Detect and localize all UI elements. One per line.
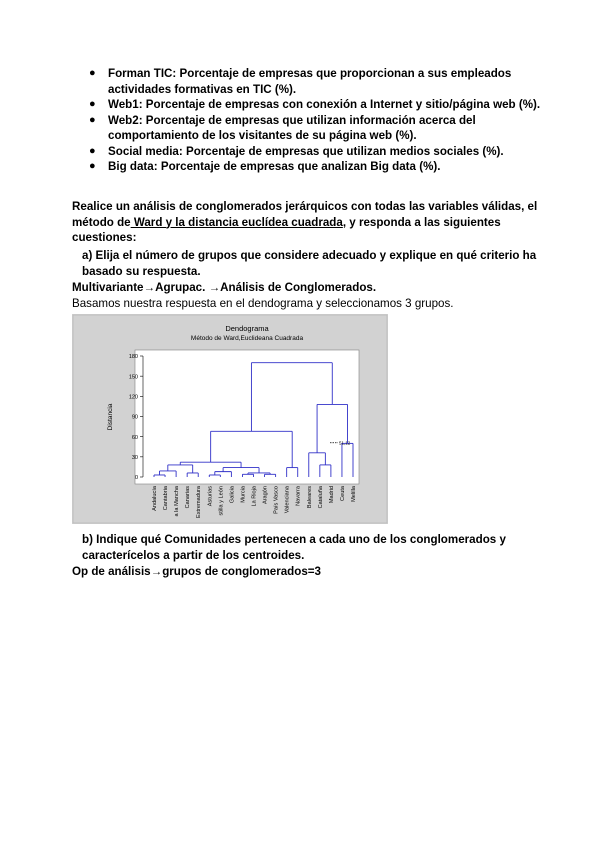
y-tick-label: 0 — [134, 475, 138, 482]
variable-description: Porcentaje de empresas que utilizan información acerca del comportamiento de los visitantes de su página web (%). — [108, 113, 476, 142]
leaf-label: La Rioja — [251, 486, 258, 507]
leaf-label: stilla y León — [218, 486, 225, 516]
method-underlined: Ward y la distancia euclídea cuadrada — [130, 215, 343, 229]
question-a: a) Elija el número de grupos que considere adecuado y explique en qué criterio ha basado su respuesta. — [82, 249, 537, 278]
variable-description: Porcentaje de empresas que utilizan medios sociales (%). — [182, 144, 504, 158]
instructions-text-2: , y responda a las siguientes cuestiones: — [72, 215, 501, 244]
variable-description: Porcentaje de empresas que proporcionan a sus empleados actividades formativas en TIC (%). — [108, 67, 512, 96]
variable-label: Social media: — [108, 144, 183, 158]
y-tick-label: 180 — [128, 354, 138, 361]
y-tick-label: 60 — [131, 434, 138, 441]
leaf-label: Asturias — [207, 486, 214, 507]
chart-title: Dendograma — [225, 324, 269, 333]
variable-description: Porcentaje de empresas con conexión a Internet y sitio/página web (%). — [142, 98, 541, 111]
variable-label: Big data: — [108, 160, 158, 173]
chart-subtitle: Método de Ward,Euclideana Cuadrada — [190, 335, 304, 342]
y-tick-label: 30 — [131, 455, 138, 462]
list-item — [72, 66, 542, 97]
y-tick-label: 90 — [131, 414, 138, 421]
leaf-label: Valenciana — [284, 486, 291, 514]
question-b: b) Indique qué Comunidades pertenecen a cada uno de los conglomerados y caracterícelos a partir de los centroides. — [82, 533, 506, 562]
instructions-text-1: Realice un análisis de conglomerados jerárquicos con todas las variables válidas, el método de — [72, 200, 538, 229]
leaf-label: Andalucía — [152, 486, 158, 511]
menu-path: Multivariante→Agrupac. →Análisis de Conglomerados. — [72, 281, 377, 294]
list-item — [72, 97, 542, 113]
leaf-label: Madrid — [328, 486, 335, 504]
list-item — [72, 113, 542, 144]
leaf-label: Aragón — [262, 486, 269, 505]
leaf-label: a la Mancha — [174, 486, 181, 517]
leaf-label: Cantabria — [163, 486, 170, 511]
leaf-label: Navarra — [295, 486, 302, 506]
dendrogram-chart — [72, 314, 388, 524]
leaf-label: Extremadura — [196, 486, 203, 519]
cut-label: 51,12 — [339, 440, 351, 446]
leaf-label: País Vasco — [273, 486, 280, 514]
leaf-label: Murcia — [240, 486, 247, 503]
variable-label: Web2: — [108, 113, 143, 127]
leaf-label: Melilla — [351, 486, 357, 502]
instructions-paragraph — [72, 199, 542, 246]
y-tick-label: 150 — [128, 374, 138, 381]
bullet-icon: ● — [89, 144, 96, 157]
y-tick-label: 120 — [128, 394, 138, 401]
leaf-label: Galicia — [229, 486, 236, 504]
variable-description: Porcentaje de empresas que analizan Big data (%). — [157, 160, 441, 173]
answer-a: Basamos nuestra respuesta en el dendograma y seleccionamos 3 grupos. — [72, 297, 454, 310]
leaf-label: Baleares — [306, 486, 313, 509]
bullet-icon: ● — [89, 160, 96, 172]
bullet-icon: ● — [89, 67, 96, 79]
variable-list — [72, 66, 542, 175]
variable-label: Web1: — [108, 98, 143, 111]
leaf-label: Cataluña — [317, 486, 324, 509]
leaf-label: Ceuta — [339, 486, 346, 501]
leaf-label: Canarias — [185, 486, 192, 509]
bullet-icon: ● — [89, 98, 96, 110]
op-line: Op de análisis→grupos de conglomerados=3 — [72, 565, 322, 578]
dendrogram-figure — [72, 314, 388, 524]
y-axis-label: Distancia — [107, 403, 114, 431]
variable-label: Forman TIC: — [108, 67, 177, 80]
list-item — [72, 144, 542, 160]
list-item — [72, 159, 542, 175]
bullet-icon: ● — [89, 113, 96, 126]
